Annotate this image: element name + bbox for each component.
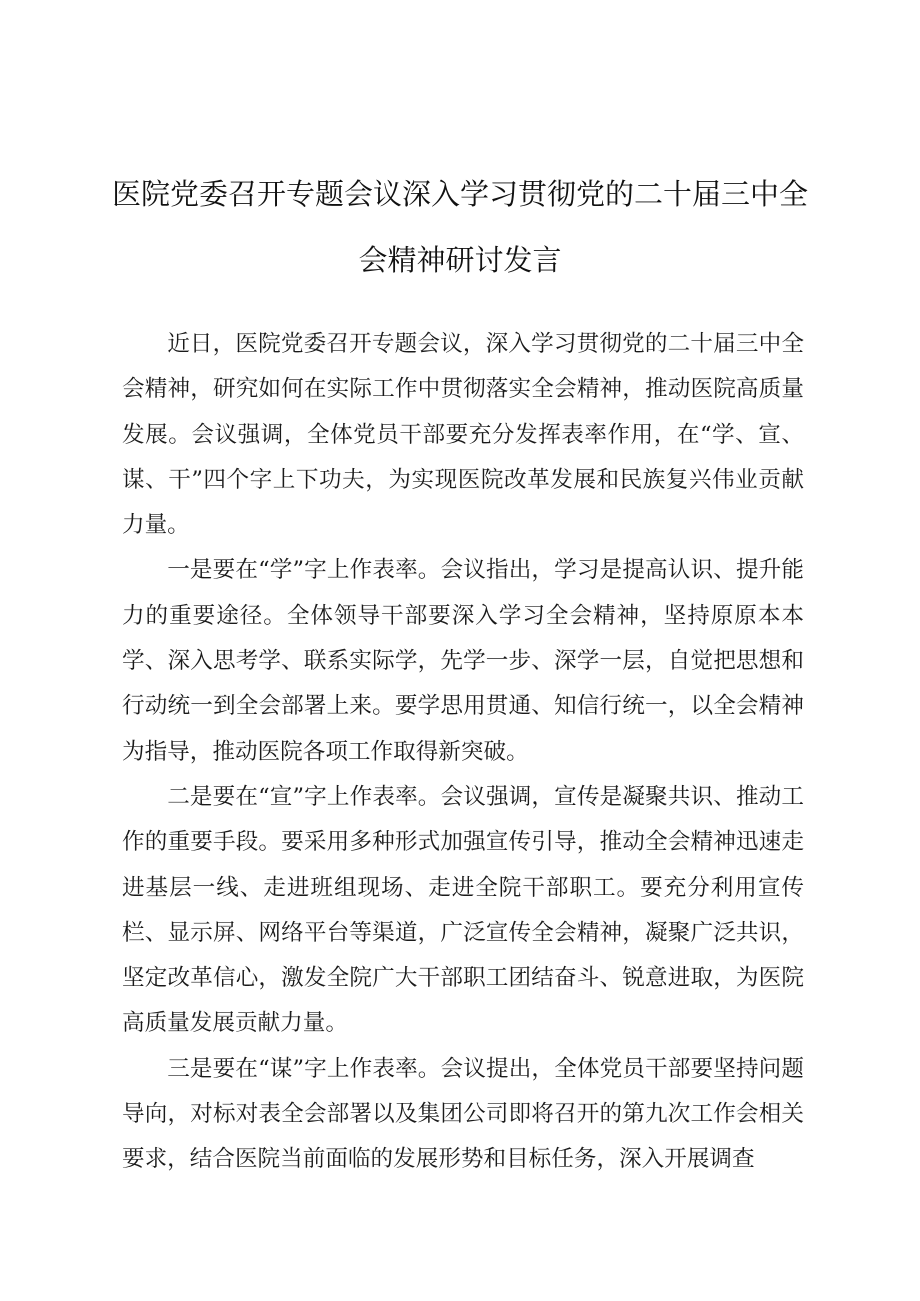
- paragraph-intro: 近日，医院党委召开专题会议，深入学习贯彻党的二十届三中全会精神，研究如何在实际工作中贯彻落实全会精神，推动医院高质量发展。会议强调，全体党员干部要充分发挥表率作用，在“学、宣、谋、干”四个字上下功夫，为实现医院改革发展和民族复兴伟业贡献力量。: [122, 331, 804, 539]
- document-title-line-1: 医院党委召开专题会议深入学习贯彻党的二十届三中全: [111, 177, 808, 211]
- paragraph-promote: 二是要在“宣”字上作表率。会议强调，宣传是凝聚共识、推动工作的重要手段。要采用多种形式加强宣传引导，推动全会精神迅速走进基层一线、走进班组现场、走进全院干部职工。要充分利用宣传栏、显示屏、网络平台等渠道，广泛宣传全会精神，凝聚广泛共识，坚定改革信心，激发全院广大干部职工团结奋斗、锐意进取，为医院高质量发展贡献力量。: [122, 783, 804, 1037]
- document-body: [122, 322, 804, 1183]
- document-title-line-2: 会精神研讨发言: [358, 243, 562, 277]
- paragraph-study: 一是要在“学”字上作表率。会议指出，学习是提高认识、提升能力的重要途径。全体领导干部要深入学习全会精神，坚持原原本本学、深入思考学、联系实际学，先学一步、深学一层，自觉把思想和行动统一到全会部署上来。要学思用贯通、知信行统一，以全会精神为指导，推动医院各项工作取得新突破。: [122, 557, 804, 765]
- paragraph-plan: 三是要在“谋”字上作表率。会议提出，全体党员干部要坚持问题导向，对标对表全会部署以及集团公司即将召开的第九次工作会相关要求，结合医院当前面临的发展形势和目标任务，深入开展调查: [122, 1055, 804, 1173]
